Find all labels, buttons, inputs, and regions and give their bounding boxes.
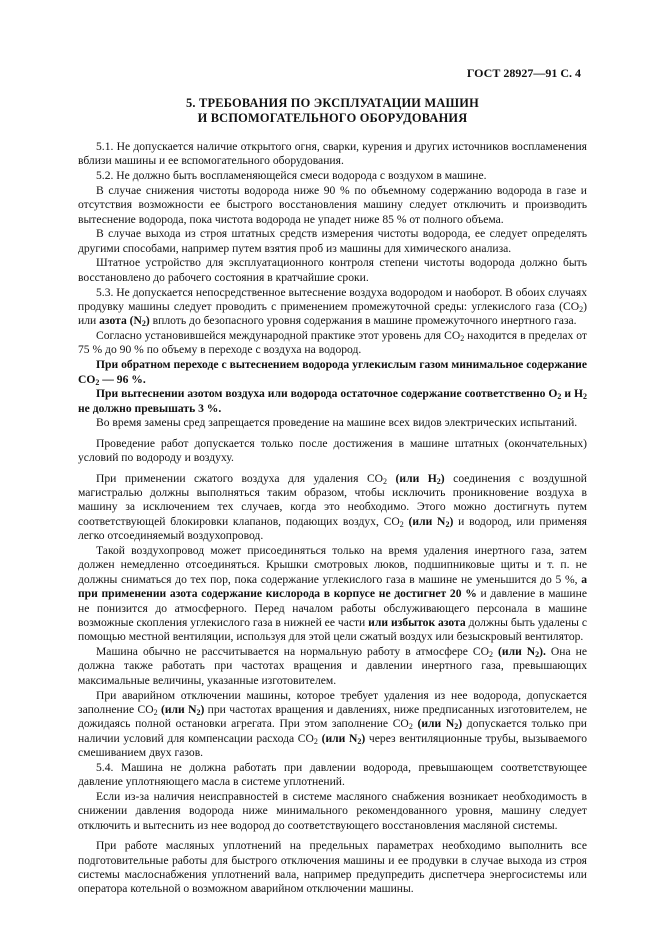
paragraph-nitrogen-displacement: При вытеснении азотом воздуха или водорода остаточное содержание соответственно $О_2$ и $Н_2$ не должно превышать 3 %. bbox=[78, 387, 587, 415]
paragraph-machine-atmosphere: Машина обычно не рассчитывается на нормальную работу в атмосфере $СО_2$ (или $N_2$). Она не должна также работать при частотах вращения и давлении инертного газа, превышающих максимальные величины, указанные изготовителем. bbox=[78, 645, 587, 687]
paragraph-5-4: 5.4. Машина не должна работать при давлении водорода, превышающем соответствующее давление уплотняющего масла в системе уплотнений. bbox=[78, 760, 587, 789]
paragraph-reverse-transition: При обратном переходе с вытеснением водорода углекислым газом минимальное содержание $СО_2$ — 96 %. bbox=[78, 358, 587, 387]
section-title bbox=[78, 96, 587, 126]
paragraph-hydrogen-purity: В случае снижения чистоты водорода ниже 90 % по объемному содержанию водорода в газе и отсутствия возможности ее быстрого восстановления машину следует отключить и производить вытеснение водорода, пока чистота водорода не упадет ниже 85 % от полного объема. bbox=[78, 183, 587, 226]
section-title-line-2: И ВСПОМОГАТЕЛЬНОГО ОБОРУДОВАНИЯ bbox=[197, 111, 468, 125]
paragraph-control-device: Штатное устройство для эксплуатационного контроля степени чистоты водорода должно быть восстановлено до рабочего состояния в кратчайшие сроки. bbox=[78, 256, 587, 284]
paragraph-emergency-shutdown: При аварийном отключении машины, которое требует удаления из нее водорода, допускается заполнение $СО_2$ (или $N_2$) при частотах вращения и давлениях, ниже предписанных изготовителем, не дожидаясь полной остановки агрегата. При этом заполнение $СО_2$ (или $N_2$) допускается только при наличии условий для компенсации расхода $СО_2$ (или $N_2$) через вентиляционные трубы, вызываемого смешиванием двух газов. bbox=[78, 688, 587, 760]
paragraph-5-2: 5.2. Не должно быть воспламеняющейся смеси водорода с воздухом в машине. bbox=[96, 169, 487, 183]
paragraph-oil-supply: Если из-за наличия неисправностей в системе масляного снабжения возникает необходимость в снижении давления водорода ниже минимального рекомендованного уровня, машину следует отключить и вытеснить из нее водород до соответствующего восстановления масляной системы. bbox=[78, 790, 587, 832]
paragraph-work-conditions: Проведение работ допускается только после достижения в машине штатных (окончательных) условий по водороду и воздуху. bbox=[78, 436, 587, 465]
section-title-line-1: 5. ТРЕБОВАНИЯ ПО ЭКСПЛУАТАЦИИ МАШИН bbox=[186, 96, 479, 110]
page-header: ГОСТ 28927—91 С. 4 bbox=[466, 66, 581, 80]
bold-nitrogen: азота $(N_2)$ bbox=[99, 314, 150, 329]
paragraph-air-pipe: Такой воздухопровод может присоединяться только на время удаления инертного газа, затем должен немедленно отсоединяться. Крышки смотровых люков, подшипниковые щиты и т. п. не должны сниматься до тех пор, пока содержание углекислого газа в машине не уменьшится до 5 %, а при применении азота содержание кислорода в корпусе не достигнет 20 % и давление в машине не понизится до атмосферного. Перед началом работы обслуживающего персонала в машине возможные скопления углекислого газа в нижней ее части или избыток азота должны быть удалены с помощью местной вентиляции, используя для этой цели сжатый воздух или безыскровый вентилятор. bbox=[78, 543, 587, 644]
paragraph-media-replacement: Во время замены сред запрещается проведение на машине всех видов электрических испытаний. bbox=[96, 416, 578, 430]
paragraph-5-1: 5.1. Не допускается наличие открытого огня, сварки, курения и других источников воспламенения вблизи машины и ее вспомогательного оборудования. bbox=[78, 140, 587, 168]
paragraph-5-3: 5.3. Не допускается непосредственное вытеснение воздуха водородом и наоборот. В обоих случаях продувку машины следует проводить с применением промежуточной среды: углекислого газа $(СО_2)$ или азота $(N_2)$ вплоть до безопасного уровня содержания в машине промежуточного инертного газа. bbox=[78, 285, 587, 329]
paragraph-compressed-air: При применении сжатого воздуха для удаления $СО_2$ (или $Н_2$) соединения с воздушной магистралью должны выполняться таким образом, чтобы исключить проникновение воздуха в машину за исключением тех случаев, когда это необходимо. Этого можно достигнуть путем соответствующей блокировки клапанов, подающих воздух, $СО_2$ (или $N_2$) и водород, или применяя легко отсоединяемый воздухопровод. bbox=[78, 471, 587, 543]
paragraph-measurement-failure: В случае выхода из строя штатных средств измерения чистоты водорода, ее следует определять другими способами, например путем взятия проб из машины для химического анализа. bbox=[78, 227, 587, 255]
paragraph-international-practice: Согласно установившейся международной практике этот уровень для $СО_2$ находится в пределах от 75 % до 90 % по объему в переходе с воздуха на водород. bbox=[78, 329, 587, 357]
paragraph-oil-seals: При работе масляных уплотнений на предельных параметрах необходимо выполнить все подготовительные работы для быстрого отключения машины и ее продувки в случае выхода из строя системы маслоснабжения уплотнений вала, например предупредить диспетчера энергосистемы или оператора котельной о возможном аварийном отключении машины. bbox=[78, 839, 587, 896]
